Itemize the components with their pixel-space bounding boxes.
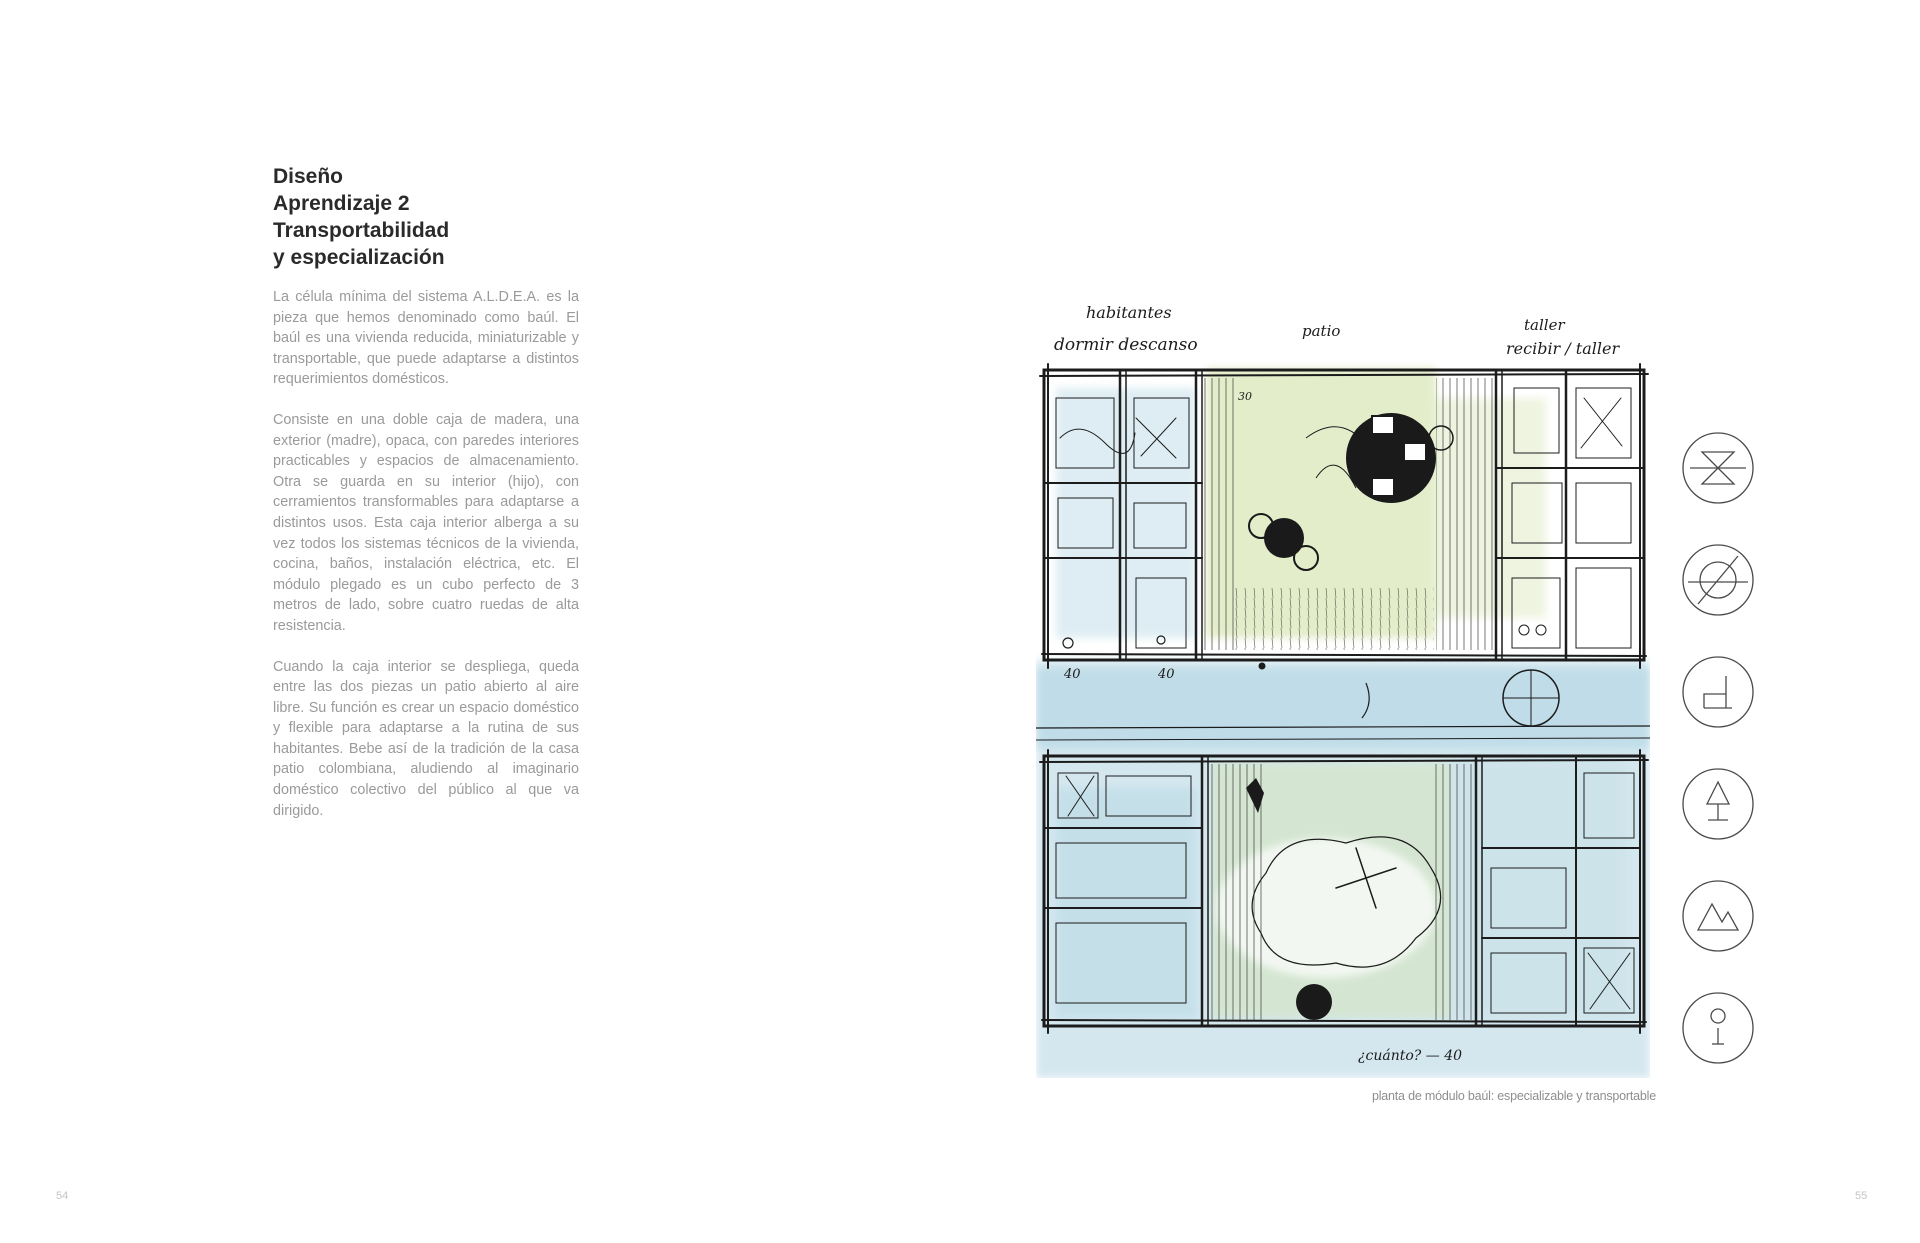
label-habitantes: habitantes — [1086, 303, 1172, 322]
paragraph-1: La célula mínima del sistema A.L.D.E.A. es la pieza que hemos denominado como baúl. El baúl es una vivienda reducida, miniaturizable y transportable, que puede adaptarse a distintos requerimientos domésticos. — [273, 289, 579, 388]
mountains-icon — [1683, 881, 1753, 951]
heading-line-4: y especialización — [273, 246, 445, 269]
paragraph-2: Consiste en una doble caja de madera, una exterior (madre), opaca, con paredes interiores practicables y espacios de almacenamiento. Otra se guarda en su interior (hijo), con cerramientos transformables para adaptarse a distintos usos. Esta caja interior alberga a su vez todos los sistemas técnicos de la vivienda, cocina, baños, instalación eléctrica, etc. El módulo plegado es un cubo perfecto de 3 metros de lado, sobre cuatro ruedas de alta resistencia. — [273, 411, 579, 634]
body-text — [273, 287, 579, 841]
paragraph-3: Cuando la caja interior se despliega, queda entre las dos piezas un patio abierto al aire libre. Su función es crear un espacio doméstico y flexible para adaptarse a la rutina de sus habitantes. Bebe así de la tradición de la casa patio colombiana, aludiendo al imaginario doméstico colectivo del público al que va dirigido. — [273, 658, 579, 819]
label-recibir: recibir / taller — [1506, 339, 1620, 358]
heading-line-3: Transportabilidad — [273, 219, 450, 242]
patio-hatch — [1204, 378, 1234, 650]
tree-icon — [1683, 769, 1753, 839]
heading-line-2: Aprendizaje 2 — [273, 192, 410, 215]
label-dormir: dormir descanso — [1054, 335, 1198, 355]
section-heading — [273, 163, 593, 271]
plant-dot — [1296, 984, 1332, 1020]
label-dim-40-b: 40 — [1158, 667, 1175, 682]
patio-hatch — [1431, 764, 1474, 1020]
patio-hatch — [1234, 588, 1434, 650]
label-taller: taller — [1524, 316, 1565, 334]
patio-hatch — [1436, 378, 1494, 650]
label-patio: patio — [1302, 322, 1341, 340]
label-dim-30: 30 — [1238, 390, 1252, 403]
floor-plan-sketch — [1036, 288, 1650, 1078]
chair-icon — [1683, 657, 1753, 727]
icon-column — [1680, 430, 1756, 1070]
page-number-left: 54 — [56, 1190, 69, 1202]
hourglass-icon — [1683, 433, 1753, 503]
watercolor-wash — [1036, 368, 1650, 1078]
label-bottom-note: ¿cuánto? — 40 — [1358, 1048, 1463, 1064]
page-number-right: 55 — [1855, 1190, 1868, 1202]
label-dim-40-a: 40 — [1064, 667, 1081, 682]
candle-icon — [1683, 993, 1753, 1063]
crossed-circle-icon — [1683, 545, 1753, 615]
heading-line-1: Diseño — [273, 165, 344, 188]
figure-caption: planta de módulo baúl: especializable y transportable — [1371, 1089, 1656, 1103]
